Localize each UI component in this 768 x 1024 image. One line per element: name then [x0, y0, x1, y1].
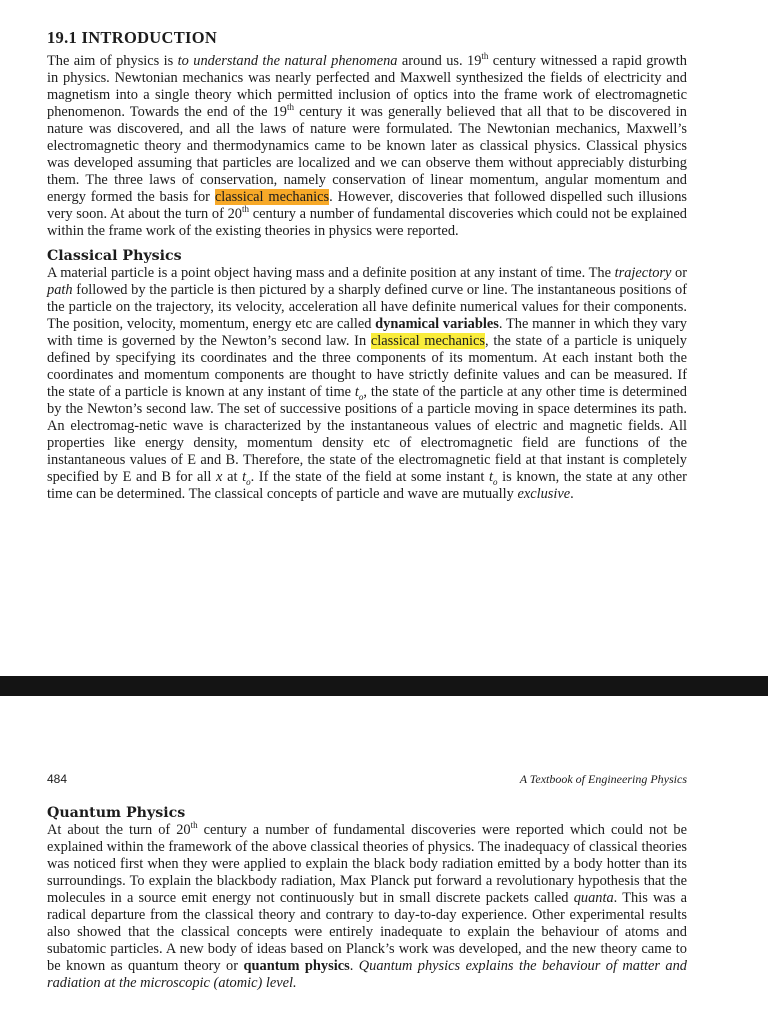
- emphasis-text: to understand the natural phenomena: [177, 53, 398, 69]
- classical-physics-heading: Classical Physics: [47, 248, 182, 264]
- bold-term: quantum physics: [243, 958, 350, 974]
- highlight-classical-mechanics-1[interactable]: classical mechanics: [214, 189, 330, 205]
- classical-physics-paragraph: A material particle is a point object having mass and a definite position at any instant of time. The trajectory or path followed by the particle is then pictured by a sharply defined curve or line. The instantaneous positions of the particle on the trajectory, its velocity, acceleration all have definite numerical values for their components. The position, velocity, momentum, energy etc are called dynamical variables. The manner in which they vary with time is governed by the Newton’s second law. In classical mechanics, the state of a particle is uniquely defined by specifying its coordinates and the three components of its momentum. At each instant both the coordinates and momentum components are thought to have strictly definite values and can be measured. If the state of a particle is known at any instant of time $t_o$, the state of the particle at any other time is determined by the Newton’s second law. The set of successive positions of a particle moving in space determines its path. An electromag-netic wave is characterized by the instantaneous values of electric and magnetic fields. All properties like energy density, momentum density etc of electromagnetic field are functions of the instantaneous values of E and B. Therefore, the state of the electromagnetic field at that instant is completely specified by E and B for all x at $t_o$. If the state of the field at some instant $t_o$ is known, the state at any other time can be determined. The classical concepts of particle and wave are mutually exclusive.: [47, 265, 688, 502]
- running-header: [47, 772, 687, 787]
- bold-term: dynamical variables: [375, 316, 499, 332]
- quantum-physics-paragraph: At about the turn of 20th century a number of fundamental discoveries were reported which could not be explained within the framework of the above classical theories of physics. The inadequacy of classical theories was noticed first when they were applied to explain the black body radiation emitted by a body hotter than its surroundings. To explain the blackbody radiation, Max Planck put forward a revolutionary hypothesis that the molecules in a source emit energy not continuously but in small discrete packets called quanta. This was a radical departure from the classical theory and contrary to day-to-day experience. Other experimental results also showed that the classical concepts were entirely inadequate to explain the behaviour of atoms and subatomic particles. A new body of ideas based on Planck’s work was developed, and the new theory came to be known as quantum theory or quantum physics. Quantum physics explains the behaviour of matter and radiation at the microscopic (atomic) level.: [47, 820, 688, 991]
- bottom-page: [47, 772, 687, 992]
- section-heading: 19.1 INTRODUCTION: [47, 28, 218, 47]
- highlight-classical-mechanics-2[interactable]: classical mechanics: [370, 333, 486, 349]
- page-divider-band: [0, 676, 768, 696]
- quantum-physics-heading: Quantum Physics: [47, 805, 186, 821]
- book-title: A Textbook of Engineering Physics: [519, 772, 687, 786]
- top-page: [47, 28, 687, 503]
- page-number: 484: [47, 772, 68, 786]
- intro-paragraph: The aim of physics is to understand the natural phenomena around us. 19th century witnessed a rapid growth in physics. Newtonian mechanics was nearly perfected and Maxwell synthesized the fields of electricity and magnetism into a single theory which permitted inclusion of optics into the frame work of electromagnetic phenomenon. Towards the end of the 19th century it was generally believed that all that to be discovered in nature was discovered, and all the laws of nature were formulated. The Newtonian mechanics, Maxwell’s electromagnetic theory and thermodynamics came to be known later as classical physics. Classical physics was developed assuming that particles are localized and we can observe them without appreciably disturbing them. The three laws of conservation, namely conservation of linear momentum, angular momentum and energy formed the basis for classical mechanics. However, discoveries that followed dispelled such illusions very soon. At about the turn of 20th century a number of fundamental discoveries which could not be explained within the frame work of the existing theories in physics were reported.: [47, 51, 688, 239]
